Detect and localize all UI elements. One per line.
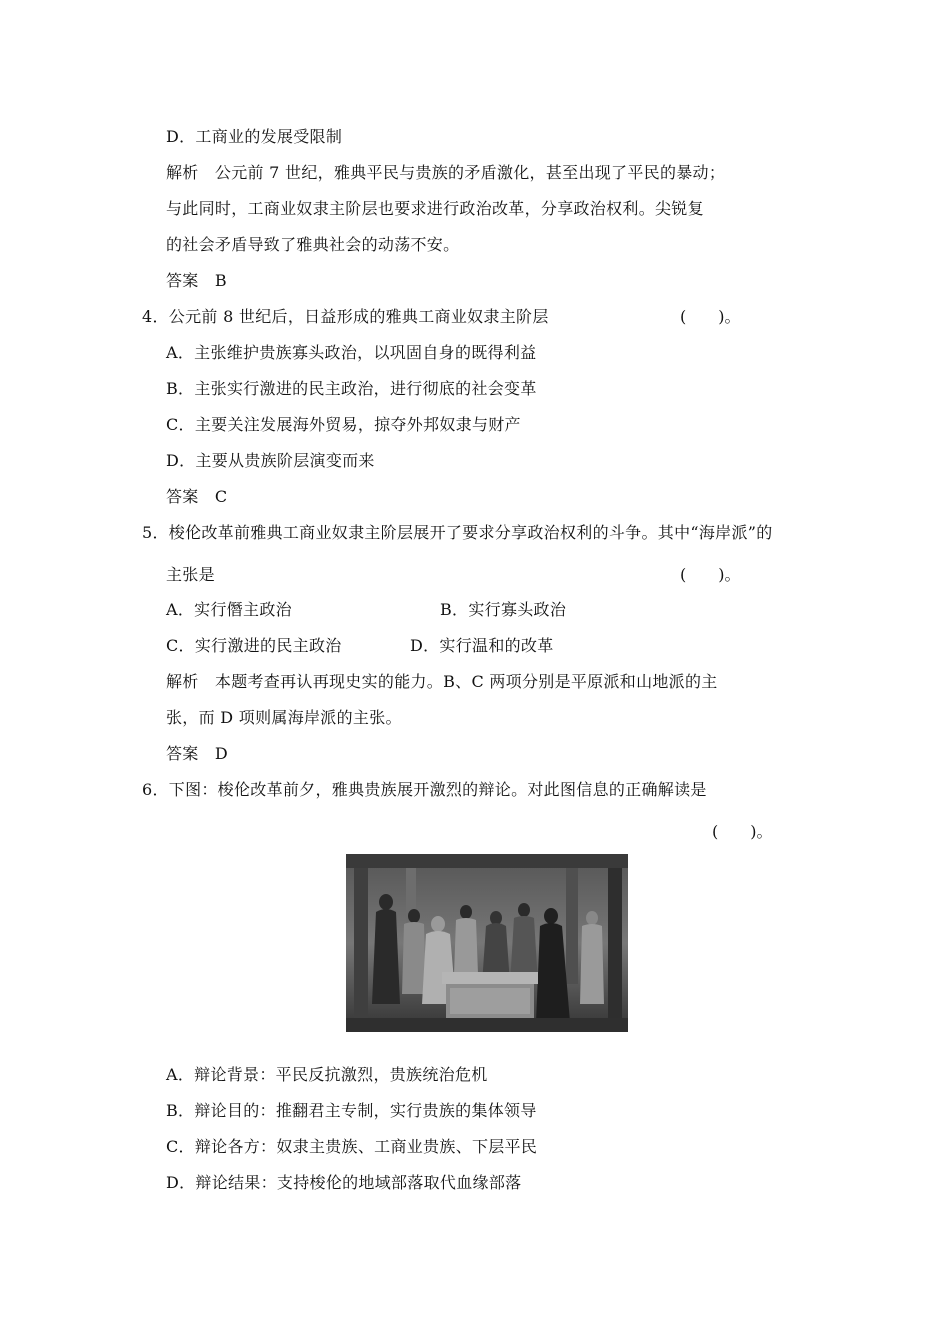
option-b: B．实行寡头政治	[440, 600, 567, 619]
option-b: B．辩论目的：推翻君主专制，实行贵族的集体领导	[166, 1101, 537, 1120]
debate-illustration	[346, 854, 628, 1032]
question-6-stem: 6．下图：梭伦改革前夕，雅典贵族展开激烈的辩论。对此图信息的正确解读是	[142, 780, 707, 799]
analysis-line: 的社会矛盾导致了雅典社会的动荡不安。	[166, 235, 460, 254]
option-a: A．辩论背景：平民反抗激烈，贵族统治危机	[166, 1065, 488, 1084]
analysis-line: 张，而 D 项则属海岸派的主张。	[166, 708, 402, 727]
option-d: D．辩论结果：支持梭伦的地域部落取代血缘部落	[166, 1173, 522, 1192]
answer-parenthesis: ( )。	[680, 565, 741, 584]
option-d: D．工商业的发展受限制	[166, 127, 343, 146]
analysis-line: 解析 公元前 7 世纪，雅典平民与贵族的矛盾激化，甚至出现了平民的暴动；	[166, 163, 726, 182]
option-d: D．实行温和的改革	[410, 636, 554, 655]
answer-line: 答案 B	[166, 271, 227, 290]
option-c: C．主要关注发展海外贸易，掠夺外邦奴隶与财产	[166, 415, 521, 434]
question-5-stem-cont: 主张是	[166, 565, 215, 584]
answer-line: 答案 D	[166, 744, 229, 763]
option-a: A．主张维护贵族寡头政治，以巩固自身的既得利益	[166, 343, 537, 362]
option-c: C．实行激进的民主政治	[166, 636, 342, 655]
option-a: A．实行僭主政治	[166, 600, 292, 619]
option-c: C．辩论各方：奴隶主贵族、工商业贵族、下层平民	[166, 1137, 538, 1156]
analysis-line: 解析 本题考查再认再现史实的能力。B、C 两项分别是平原派和山地派的主	[166, 672, 718, 691]
option-b: B．主张实行激进的民主政治，进行彻底的社会变革	[166, 379, 537, 398]
question-5-stem: 5．梭伦改革前雅典工商业奴隶主阶层展开了要求分享政治权利的斗争。其中“海岸派”的	[142, 523, 773, 542]
answer-line: 答案 C	[166, 487, 228, 506]
question-4-stem: 4．公元前 8 世纪后，日益形成的雅典工商业奴隶主阶层	[142, 307, 549, 326]
answer-parenthesis: ( )。	[712, 822, 773, 841]
option-d: D．主要从贵族阶层演变而来	[166, 451, 375, 470]
answer-parenthesis: ( )。	[680, 307, 741, 326]
analysis-line: 与此同时，工商业奴隶主阶层也要求进行政治改革，分享政治权利。尖锐复	[166, 199, 704, 218]
